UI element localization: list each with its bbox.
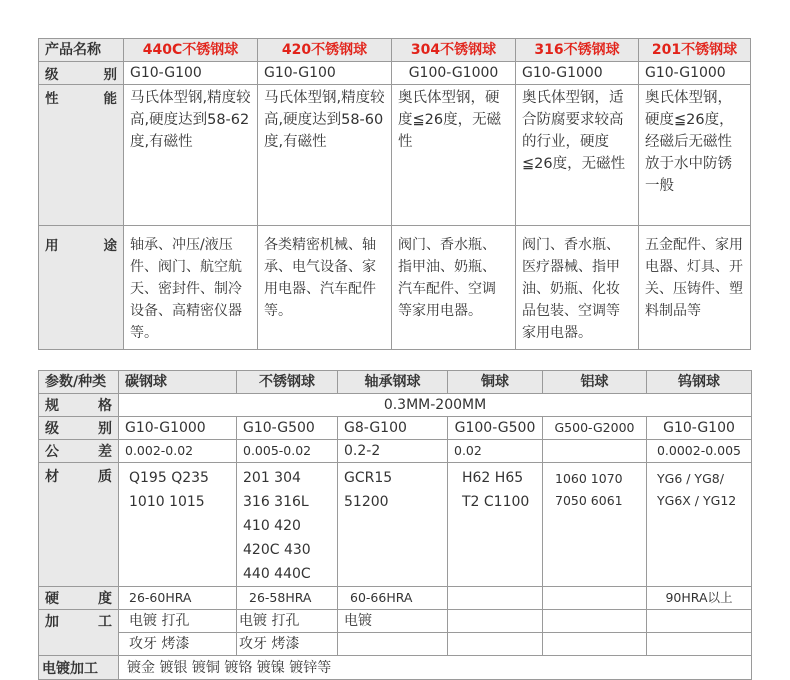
table2-processing-row bbox=[39, 610, 752, 633]
col-440c: 440C不锈钢球 bbox=[124, 39, 258, 62]
table1-header-row bbox=[39, 39, 751, 62]
performance-420: 马氏体型钢,精度较高,硬度达到58-60度,有磁性 bbox=[258, 85, 392, 226]
usage-304: 阀门、香水瓶、指甲油、奶瓶、汽车配件、空调等家用电器。 bbox=[392, 226, 516, 350]
tolerance-aluminum bbox=[543, 440, 647, 463]
plating-label: 电镀加工 bbox=[39, 656, 119, 680]
processing-aluminum-1 bbox=[543, 610, 647, 633]
performance-201: 奥氏体型钢，硬度≦26度，经磁后无磁性放于水中防锈一般 bbox=[639, 85, 751, 226]
product-name-label: 产品名称 bbox=[39, 39, 124, 62]
spec-value: 0.3MM-200MM bbox=[119, 394, 752, 417]
performance-316: 奥氏体型钢，适合防腐要求较高的行业，硬度≦26度，无磁性 bbox=[516, 85, 639, 226]
grade-copper: G100-G500 bbox=[448, 417, 543, 440]
grade-316: G10-G1000 bbox=[516, 62, 639, 85]
product-properties-table bbox=[38, 38, 751, 350]
material-bearing: GCR15 51200 bbox=[338, 463, 448, 587]
table2-hardness-row bbox=[39, 587, 752, 610]
hardness-aluminum bbox=[543, 587, 647, 610]
spec-label: 规 格 bbox=[39, 394, 119, 417]
grade-420: G10-G100 bbox=[258, 62, 392, 85]
processing-carbon-1: 电镀 打孔 bbox=[119, 610, 237, 633]
hardness-bearing: 60-66HRA bbox=[338, 587, 448, 610]
performance-label: 性 能 bbox=[39, 85, 124, 226]
hardness-tungsten: 90HRA以上 bbox=[647, 587, 752, 610]
material-tungsten: YG6 / YG8/ YG6X / YG12 bbox=[647, 463, 752, 587]
hardness-label: 硬 度 bbox=[39, 587, 119, 610]
col-carbon-steel: 碳钢球 bbox=[119, 371, 237, 394]
material-label: 材 质 bbox=[39, 463, 119, 587]
processing-label: 加 工 bbox=[39, 610, 119, 656]
table2-spec-row bbox=[39, 394, 752, 417]
col-201: 201不锈钢球 bbox=[639, 39, 751, 62]
table1-performance-row bbox=[39, 85, 751, 226]
table1-grade-row bbox=[39, 62, 751, 85]
processing-stainless-1: 电镀 打孔 bbox=[237, 610, 338, 633]
grade-440c: G10-G100 bbox=[124, 62, 258, 85]
table2-tolerance-row bbox=[39, 440, 752, 463]
col-copper: 铜球 bbox=[448, 371, 543, 394]
table2-grade-row bbox=[39, 417, 752, 440]
processing-copper-2 bbox=[448, 633, 543, 656]
processing-bearing-2 bbox=[338, 633, 448, 656]
col-aluminum: 铝球 bbox=[543, 371, 647, 394]
usage-420: 各类精密机械、轴承、电气设备、家用电器、汽车配件等。 bbox=[258, 226, 392, 350]
col-316: 316不锈钢球 bbox=[516, 39, 639, 62]
usage-201: 五金配件、家用电器、灯具、开关、压铸件、塑料制品等 bbox=[639, 226, 751, 350]
processing-stainless-2: 攻牙 烤漆 bbox=[237, 633, 338, 656]
usage-440c: 轴承、冲压/液压件、阀门、航空航天、密封件、制冷设备、高精密仪器等。 bbox=[124, 226, 258, 350]
grade-tungsten: G10-G100 bbox=[647, 417, 752, 440]
col-304: 304不锈钢球 bbox=[392, 39, 516, 62]
tolerance-tungsten: 0.0002-0.005 bbox=[647, 440, 752, 463]
col-stainless: 不锈钢球 bbox=[237, 371, 338, 394]
grade-label: 级 别 bbox=[39, 62, 124, 85]
processing-bearing-1: 电镀 bbox=[338, 610, 448, 633]
grade-201: G10-G1000 bbox=[639, 62, 751, 85]
table2-processing-row-2 bbox=[39, 633, 752, 656]
grade-bearing: G8-G100 bbox=[338, 417, 448, 440]
usage-label: 用 途 bbox=[39, 226, 124, 350]
material-stainless: 201 304 316 316L 410 420 420C 430 440 440C bbox=[237, 463, 338, 587]
col-420: 420不锈钢球 bbox=[258, 39, 392, 62]
grade-carbon: G10-G1000 bbox=[119, 417, 237, 440]
table2-material-row bbox=[39, 463, 752, 587]
material-copper: H62 H65 T2 C1100 bbox=[448, 463, 543, 587]
tolerance-bearing: 0.2-2 bbox=[338, 440, 448, 463]
grade-stainless: G10-G500 bbox=[237, 417, 338, 440]
tolerance-copper: 0.02 bbox=[448, 440, 543, 463]
processing-copper-1 bbox=[448, 610, 543, 633]
param-type-label: 参数/种类 bbox=[39, 371, 119, 394]
table1-usage-row bbox=[39, 226, 751, 350]
table2-header-row bbox=[39, 371, 752, 394]
performance-440c: 马氏体型钢,精度较高,硬度达到58-62度,有磁性 bbox=[124, 85, 258, 226]
usage-316: 阀门、香水瓶、医疗器械、指甲油、奶瓶、化妆品包装、空调等家用电器。 bbox=[516, 226, 639, 350]
hardness-stainless: 26-58HRA bbox=[237, 587, 338, 610]
material-aluminum: 1060 1070 7050 6061 bbox=[543, 463, 647, 587]
tolerance-stainless: 0.005-0.02 bbox=[237, 440, 338, 463]
hardness-carbon: 26-60HRA bbox=[119, 587, 237, 610]
processing-tungsten-1 bbox=[647, 610, 752, 633]
hardness-copper bbox=[448, 587, 543, 610]
processing-tungsten-2 bbox=[647, 633, 752, 656]
processing-carbon-2: 攻牙 烤漆 bbox=[119, 633, 237, 656]
grade-aluminum: G500-G2000 bbox=[543, 417, 647, 440]
grade2-label: 级 别 bbox=[39, 417, 119, 440]
tolerance-carbon: 0.002-0.02 bbox=[119, 440, 237, 463]
col-bearing-steel: 轴承钢球 bbox=[338, 371, 448, 394]
col-tungsten: 钨钢球 bbox=[647, 371, 752, 394]
plating-value: 镀金 镀银 镀铜 镀铬 镀镍 镀锌等 bbox=[119, 656, 752, 680]
ball-parameters-table bbox=[38, 370, 752, 680]
material-carbon: Q195 Q235 1010 1015 bbox=[119, 463, 237, 587]
processing-aluminum-2 bbox=[543, 633, 647, 656]
grade-304: G100-G1000 bbox=[392, 62, 516, 85]
performance-304: 奥氏体型钢，硬度≦26度，无磁性 bbox=[392, 85, 516, 226]
tolerance-label: 公 差 bbox=[39, 440, 119, 463]
